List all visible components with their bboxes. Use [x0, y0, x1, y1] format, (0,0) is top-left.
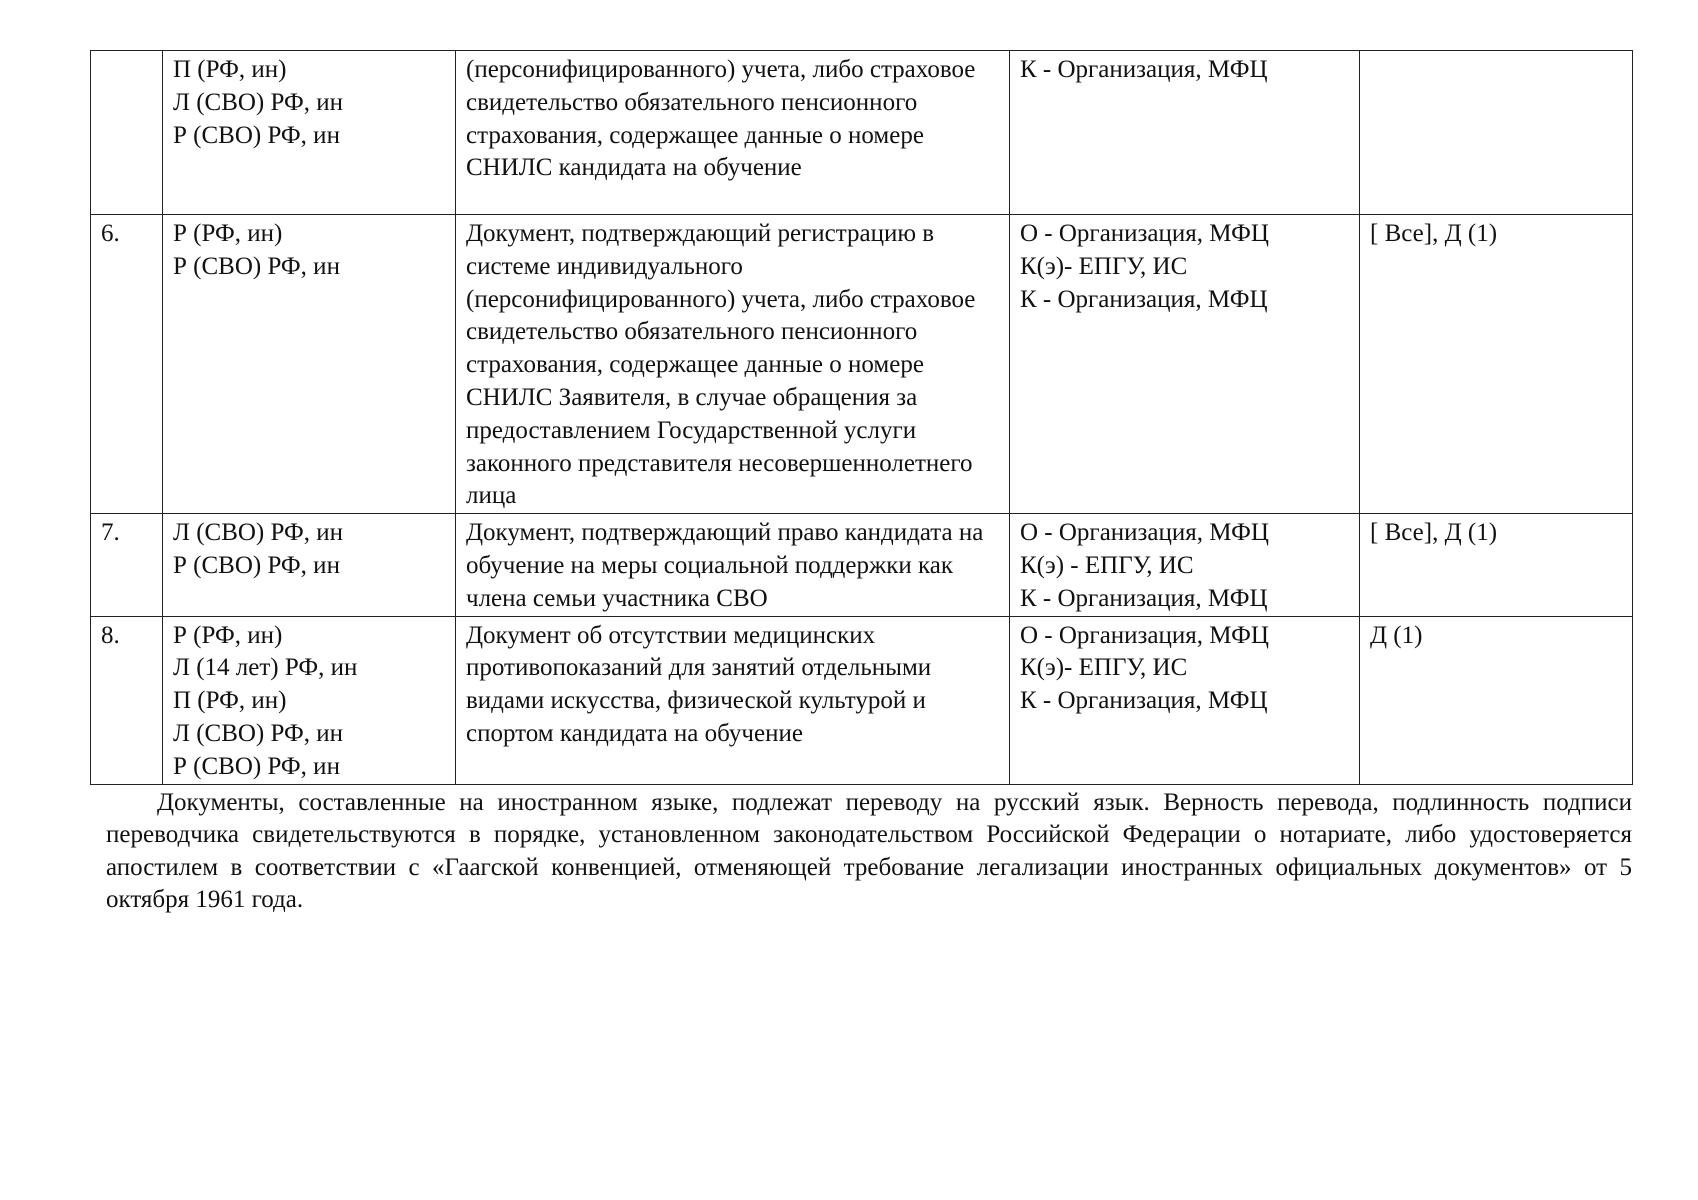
submission-ways [1010, 616, 1360, 784]
submission-way: К - Организация, МФЦ [1020, 687, 1268, 715]
applicant-category: Р (РФ, ин) [173, 621, 283, 649]
submission-way: К - Организация, МФЦ [1020, 584, 1268, 612]
applicant-category: П (РФ, ин) [173, 687, 287, 715]
submission-conditions [1360, 51, 1633, 215]
applicant-category: Р (СВО) РФ, ин [173, 252, 340, 280]
table-row [91, 616, 1633, 784]
applicant-category: Л (СВО) РФ, ин [173, 88, 343, 116]
documents-table [90, 50, 1633, 785]
document-description: Документ, подтверждающий право кандидата на обучение на меры социальной поддержки как члена семьи участника СВО [456, 514, 1010, 616]
applicant-categories [163, 215, 456, 514]
document-description: Документ об отсутствии медицинских противопоказаний для занятий отдельными видами искусства, физической культурой и спортом кандидата на обучение [456, 616, 1010, 784]
submission-conditions: Д (1) [1360, 616, 1633, 784]
row-number: 8. [91, 616, 163, 784]
applicant-category: Р (СВО) РФ, ин [173, 121, 340, 149]
submission-way: О - Организация, МФЦ [1020, 220, 1269, 247]
row-number: 7. [91, 514, 163, 616]
applicant-category: Р (РФ, ин) [173, 220, 283, 247]
applicant-category: Р (СВО) РФ, ин [173, 551, 340, 579]
submission-way: О - Организация, МФЦ [1020, 519, 1269, 547]
document-page [90, 50, 1632, 917]
submission-ways [1010, 514, 1360, 616]
document-description: (персонифицированного) учета, либо страховое свидетельство обязательного пенсионного страхования, содержащее данные о номере СНИЛС кандидата на обучение [456, 51, 1010, 215]
applicant-category: Л (СВО) РФ, ин [173, 719, 343, 747]
translation-note: Документы, составленные на иностранном языке, подлежат переводу на русский язык. Верность перевода, подлинность подписи переводчика свидетельствуются в порядке, установленном законодательством Российской Федерации о нотариате, либо удостоверяется апостилем в соответствии с «Гаагской конвенцией, отменяющей требование легализации иностранных официальных документов» от 5 октября 1961 года. [106, 788, 1632, 914]
submission-ways [1010, 215, 1360, 514]
document-description: Документ, подтверждающий регистрацию в системе индивидуального (персонифицированного) учета, либо страховое свидетельство обязательного пенсионного страхования, содержащее данные о номере СНИЛС Заявителя, в случае обращения за предоставлением Государственной услуги законного представителя несовершеннолетнего лица [456, 215, 1010, 514]
submission-way: К - Организация, МФЦ [1020, 56, 1268, 83]
submission-way: К(э)- ЕПГУ, ИС [1020, 252, 1188, 280]
row-number [91, 51, 163, 215]
applicant-categories [163, 616, 456, 784]
row-number: 6. [91, 215, 163, 514]
submission-ways [1010, 51, 1360, 215]
applicant-category: Л (14 лет) РФ, ин [173, 654, 358, 682]
submission-way: К - Организация, МФЦ [1020, 285, 1268, 313]
applicant-category: П (РФ, ин) [173, 56, 287, 83]
applicant-category: Р (СВО) РФ, ин [173, 752, 340, 780]
table-row [91, 51, 1633, 215]
submission-way: О - Организация, МФЦ [1020, 621, 1269, 649]
applicant-categories [163, 514, 456, 616]
submission-conditions: [ Все], Д (1) [1360, 514, 1633, 616]
submission-conditions: [ Все], Д (1) [1360, 215, 1633, 514]
submission-way: К(э) - ЕПГУ, ИС [1020, 551, 1194, 579]
applicant-categories [163, 51, 456, 215]
submission-way: К(э)- ЕПГУ, ИС [1020, 654, 1188, 682]
table-row [91, 514, 1633, 616]
applicant-category: Л (СВО) РФ, ин [173, 519, 343, 547]
table-row [91, 215, 1633, 514]
